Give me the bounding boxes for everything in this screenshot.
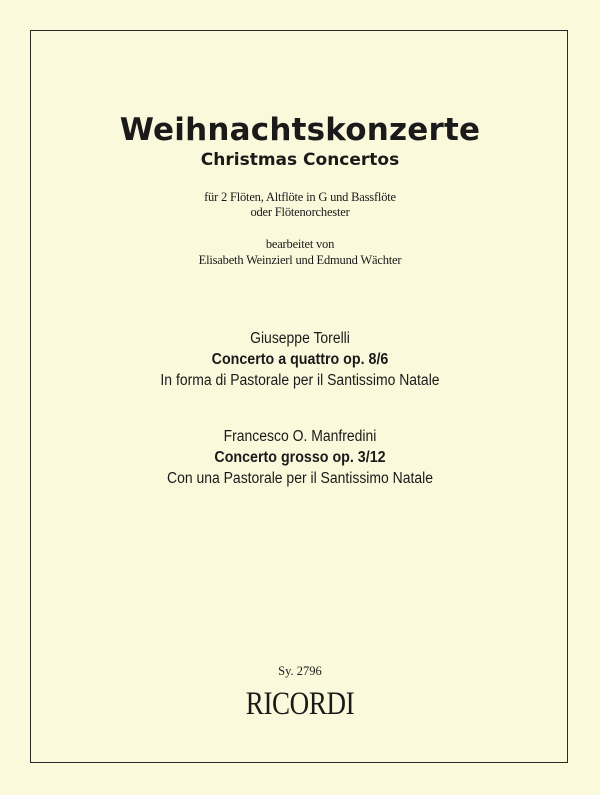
work-2-composer: Francesco O. Manfredini [223, 428, 377, 445]
arranged-by-label: bearbeitet von [265, 237, 335, 251]
page-subtitle: Christmas Concertos [200, 150, 400, 170]
work-2-description: Con una Pastorale per il Santissimo Natale [167, 470, 433, 487]
instrumentation-line-2: oder Flötenorchester [250, 205, 350, 219]
publisher-logo: RICORDI [245, 686, 355, 722]
instrumentation-line-1: für 2 Flöten, Altflöte in G und Bassflöte [204, 190, 396, 204]
arrangers-names: Elisabeth Weinzierl und Edmund Wächter [198, 253, 402, 267]
work-1-title: Concerto a quattro op. 8/6 [211, 351, 389, 368]
work-2-title: Concerto grosso op. 3/12 [214, 449, 386, 466]
page-title: Weihnachtskonzerte [119, 112, 481, 148]
work-1-composer: Giuseppe Torelli [250, 330, 350, 347]
catalog-number: Sy. 2796 [278, 664, 322, 678]
work-1-description: In forma di Pastorale per il Santissimo Natale [160, 372, 440, 389]
